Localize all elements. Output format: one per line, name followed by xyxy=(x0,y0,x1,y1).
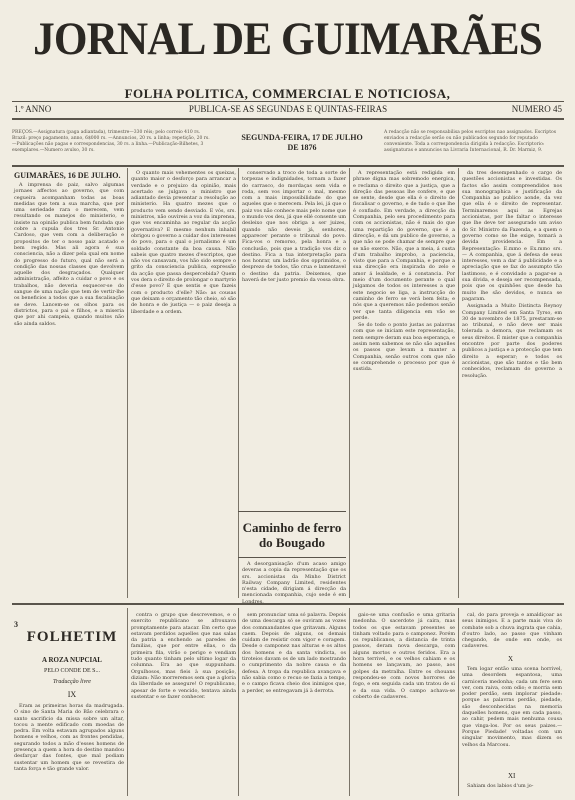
article-text: Se do todo o ponto justas as palavras com que se iniciam este representação, nem sempre deram sua boa esperança, e assim nem sabemos se não são aquelles os passos que levam a manter a Companhia, senão outros com que não se comprehende o processo por que é sustida. xyxy=(353,322,455,373)
folhetim-column-3 xyxy=(242,612,346,795)
story-text: Sahiam dos labios d'um jo- xyxy=(467,783,534,789)
publish-schedule: PUBLICA-SE AS SEGUNDAS E QUINTAS-FEIRAS xyxy=(188,104,388,114)
editorial-notice: A redacção não se responsabilisa pelos escriptos nao assignados. Escriptos enviados a redacção serão ou não publicados segundo for reputado conveniente. Toda a correspondencia dirigida à redacção. Escriptorio: assignaturas e annuncios na Livraria Internacional, R. Dr. Marmiz, 9. xyxy=(384,130,557,153)
folhetim-number: 3 xyxy=(14,620,18,629)
column-rule xyxy=(458,168,459,598)
divider xyxy=(12,165,564,167)
story-title: A ROZA NUPCIAL xyxy=(42,656,102,664)
folhetim-column-1 xyxy=(14,703,124,795)
folhetim-column-5b xyxy=(462,666,562,769)
story-text: Tem logar então uma scena horrivel, uma desordem espantosa, uma carniceria medonha; cada um fere sem ver, com raiva, com odio; e morria sem poder perdão, sem implorar piedade: porque as palavras perdão, piedade, são desconhecidas na memoria daquelles homens, que em cada passo, ao cahir, pedem mais nenhuma cousa que vinga-los. Por os seus paizes.—Porque Piedade! voltadas com um singular movimento, mas dizem os velhos da Marcosu. xyxy=(462,666,562,748)
chapter-numeral: X xyxy=(508,655,514,663)
divider xyxy=(12,603,564,605)
article-text: da tres desempenhado o cargo de questões accionistas e investidas. Os factos são assim compreendidos nos sua monographica e justificação da Companhia ao publico aonde, da vez que ella é o direito de representar. Terminaremos aqui as Egrejas accionistas, por lhe faltar o interesse que lhe deve ter assegurado um aviso do Sr. Ministro da Fazenda, e a quem o governo como se lhe exige, tomará a devida providencia. Em a Representação: E.mmo e Ex.mmo srs. — A companhia, que á defesa de seus interesses, vem a dar á publicidade e a apreciação que se faz do assumpto tão lastimoso, e é convidado a pagar-se a sua divida, e deseja ser recompensada, pois que os quinhões que desde ha muito lhe são devidos, e nunca se pagaram. xyxy=(462,170,562,302)
story-author: PELO CONDE DE S... xyxy=(43,668,100,674)
masthead-title: JORNAL DE GUIMARÃES xyxy=(33,13,542,65)
column-rule xyxy=(238,608,239,796)
folhetim-column-4 xyxy=(353,612,455,795)
article-text: Assignada a Muito Distincta Reynoy Company Limited em Santa Tyrso, em 30 de novembro de 1875, prestaram-se ao tribunal, e não deve ser mais tolerada a demora, que reclamam os seus direitos. É mister que a companhia encontre por parte dos poderes publicos a justiça e a protecção que tem direito a esperar; e todos os accionistas, que são tantos e tão bem conhecidos, reclamam do governo a resolução. xyxy=(462,303,562,379)
story-text: sem pronunciar uma só palavra. Depois de uma descarga só se ouviram as vozes dos commandantes que gritavam. Alguns caem. Depois de alguns, os demais cuidam de resistir com vigor e coragem. Desde o camponez nas alturas e os altos dos homens e da santa vindicta, os tiroteios davam os de um lado mostrando o cumprimento da nobre causa e da defesa. A tropa da republica avançava e não sabia como o recuo se fazia a tempo, e o campo ficava cheio dos inimigos que, a perder, se entregavam já à derrota. xyxy=(242,612,346,694)
section-heading-line1: Caminho de ferro xyxy=(242,520,342,535)
article-column-5 xyxy=(462,170,562,595)
chapter-numeral: IX xyxy=(67,690,77,699)
story-text: gaio-se uma confusão e uma gritaria medonha. O sacerdote já caira, mas todos os que estavam presentes se tinham voltado para o camponez. Porém os republicanos, a distancia de trinta passos, deram nova descarga, com alguns mortos e outros feridos. Era a hora terrivel, e os velhos cahiam e os homens se lançavam, ao passo, aos golpes da metralha. Entre os chouans respondeu-se com novos horrores de fogo, e em seguida cada um tratou de si e da sua vida. O campo achava-se coberto de cadaveres. xyxy=(353,612,455,700)
article-column-1 xyxy=(14,170,124,595)
section-heading-line2: do Bougado xyxy=(258,535,326,550)
folhetim-column-2 xyxy=(131,612,236,795)
chapter-numeral: XI xyxy=(508,772,516,780)
article-column-3b xyxy=(242,561,346,605)
article-text: conservado a troco de toda a sorte de torpezas e indignidades, tornam a fazer do carrasco, do mordaças sem vida e roda, sem vos importar o mal, mesmo com a mais impossibilidade do que aqueles que o merecem. Pela lei, já que o paiz vos não conhece mais pelo nome que o mundo vos deu, já que ellé consente um desleixo que nos obriga a ser juizes, quando não deveis já, senhores, apparecer perante o tribunal do povo. Fica-vos o remorso, pela honra e a conclusão, pois que a tradição vos diz o destino. Fica a tua interpretação para nos honrar, um ladrão dos opprimidos, o desprezo de todos, tão crua e lamentavel o destino da patria. Deixemos, que haverá de ter justo premio da vossa obra. xyxy=(242,170,346,284)
article-text: O quanto mais vehementes os queixas, quanto maior o desforço para arrancar a verdade e o prejuizo da opinião, mais acertado se julgava o ministro que adiantado devia presentar a resolução ao ministerio. Ha quatro mezes que o producto vem sendo desviado. E vós, srs. ministros, não ouvireis a voz da imprensa, que vos encaminha ao regular da acção governativa? E mesmo nenhum inhabil obrigou o governo a cuidar dos interesses do povo, para o qual o jornalismo é um soldado constante da boa causa. Não sabeis que quatro mezes d'escriptos, que não vos cansavam, vos hão sido sempre o grito da consciencia publica, expressão da acção que passa despercebida? Quem vos dera o direito de prolongar o martyrio d'esse povo? E que sentis e que fazeis com o producto d'elle? Não: as cousas que deixam o orçamento tão cheio, só são de honra e de justiça — o paiz deseja a liberdade e a ordem. xyxy=(131,170,236,315)
story-text: Eram as primeiras horas da madrugada. O sino de Santa Maria do Bão celebrara o santo sacrificio da missa sobre um altar, tocou a mente edificado com moedas de pedra. Em volta estavam agrupados alguns homens e velhos, com as frontes pendidas, segurando todos a mão d'esses homens de presença a quem a hora do destino mandou desfarçar das fontes, que mal podiam sustentar um homem que se revestira de tanta força e tão grande valor. xyxy=(14,703,124,772)
column-rule xyxy=(349,168,350,598)
article-text: A imprensa do paiz, salvo algumas jornaes affectos ao governo, que com cegueira acompanham todas as boas medidas que tem a sua marcha, que por uma seriedade rara o merecem, vem resultando os manejos do ministerio, e insiste na opinião publica bem fundada que cobre a cupula dos tres Sr. Antonio Cardoso, que vem com a deliberação e propositos de ter o nosso paiz acatado e bem regido. Mas ali agora é sua consciencia, não a dizer pela qual em nome do progresso do futuro, qual não será a condição das nossas classes que devolvem aquelle dos desgraçados. Qualquer administração, affeito a cuidar o povo e os trabalhos, não deveria esquecer-se do sangue de uma nação que tem de vertir-lhe os beneficios a todos que a sua fiscalisação se deve. Lancem-se os olhos para os districtos, para o pai e filhos, e a miseria que por ahi campeia, quando muitos não são ainda saldos. xyxy=(14,182,124,327)
column-rule xyxy=(349,608,350,796)
folhetim-label: FOLHETIM xyxy=(26,629,118,645)
issue-date xyxy=(227,133,377,153)
divider xyxy=(12,118,564,120)
article-column-2 xyxy=(131,170,236,595)
article-column-4 xyxy=(353,170,455,595)
folhetim-column-5 xyxy=(462,612,562,652)
masthead-subtitle: FOLHA POLITICA, COMMERCIAL E NOTICIOSA, xyxy=(124,86,451,101)
column-rule xyxy=(127,168,128,598)
divider xyxy=(12,101,564,102)
header-notices xyxy=(12,130,564,160)
article-column-3 xyxy=(242,170,346,505)
story-text: cal, do para proveja e amaldiçoar as seus inimigos. E a parte mais viva do combate sob a chuva ingrata que cahia, d'outro lado, ao passo que vinham chegando, de onde em onde, os cadaveres. xyxy=(462,612,562,650)
issue-date-line2: DE 1876 xyxy=(287,143,317,152)
folhetim-column-5c xyxy=(462,783,562,795)
article-text: A desorganisação d'um acaso amigo deveras a copia da representação que os srs. accionistas da Minho District Railway Company Limited, residentes n'esta cidade, dirigiam á direcção da mencionada companhia, cujo sede é em Londres. xyxy=(242,561,346,605)
issue-date-line1: SEGUNDA-FEIRA, 17 DE JULHO xyxy=(241,133,363,142)
section-heading-box xyxy=(238,511,346,558)
prices-notice: PREÇOS.—Assignatura (paga adiantada), trimestre—330 réis; pelo correio 410 rs. Brazil: preço pagamento, anno, 6$000 rs. —Annuncios, 20 rs. a linha; repetição, 20 rs.—Publicações não pagas e correspondencias, 30 rs. a linha.—Publicação-Bilhetes, 3 exemplares.—Numero avulso, 30 rs. xyxy=(12,130,210,153)
year-label: 1.º ANNO xyxy=(14,104,52,114)
column-rule xyxy=(458,608,459,796)
story-translation-note: Traducção livre xyxy=(53,679,91,685)
issue-number: NUMERO 45 xyxy=(511,104,562,114)
story-text: contra o grupo que descrevemos, e o exercito republicano se afrouxava promptamente para atacar. Em certo que estavam perdidos aquelles que nas salas da patria a enchendo as paredes de familias, que por entre ellas, o da primeira fila, virão o perigo e vendiam tudo quanto tinham pelo ultimo logar da columna. Era ao que suppunham. Orgulhosos, mas fieis à sua posição, diziam: Não morreremos sem que a gloria da liberdade se assegure! O republicano, apesar de forte e vencido, tentava ainda sustentar e se fazer conhecer. xyxy=(131,612,236,700)
article-dateline: GUIMARÃES, 16 DE JULHO. xyxy=(14,171,121,180)
article-text: A representação está redigida em phrase digna mas sobremodo energica, e reclama o direito que a justiça, que a direção das pessoas lhe confere, e que se sente, desde que ella é o direito de fiscalisar o governo, e de tudo o que lhe é confiado. Em verdade, a direcção da Companhia, pelo seu procedimento para com os accionistas, não é mais do que uma repartição do governo, que é a direcção, e dá um publico de governo, a que não se pode chamar de sempre que se não exerce. Não, que a meia, á custa d'um trabalho improbo, a paciencia, visto que para a Companhia, e porque a sua direcção era inspirada do zelo e amor á lealdade, e á constancia. Por meio d'um documento perante o qual julgamos de todos os interesses a que este negocio se liga, a instrucção do caminho de ferro se verá bem feita; e nós que a queremos não podemos senão ver que tanta diligencia em vão se perde. xyxy=(353,170,455,321)
column-rule xyxy=(127,608,128,796)
